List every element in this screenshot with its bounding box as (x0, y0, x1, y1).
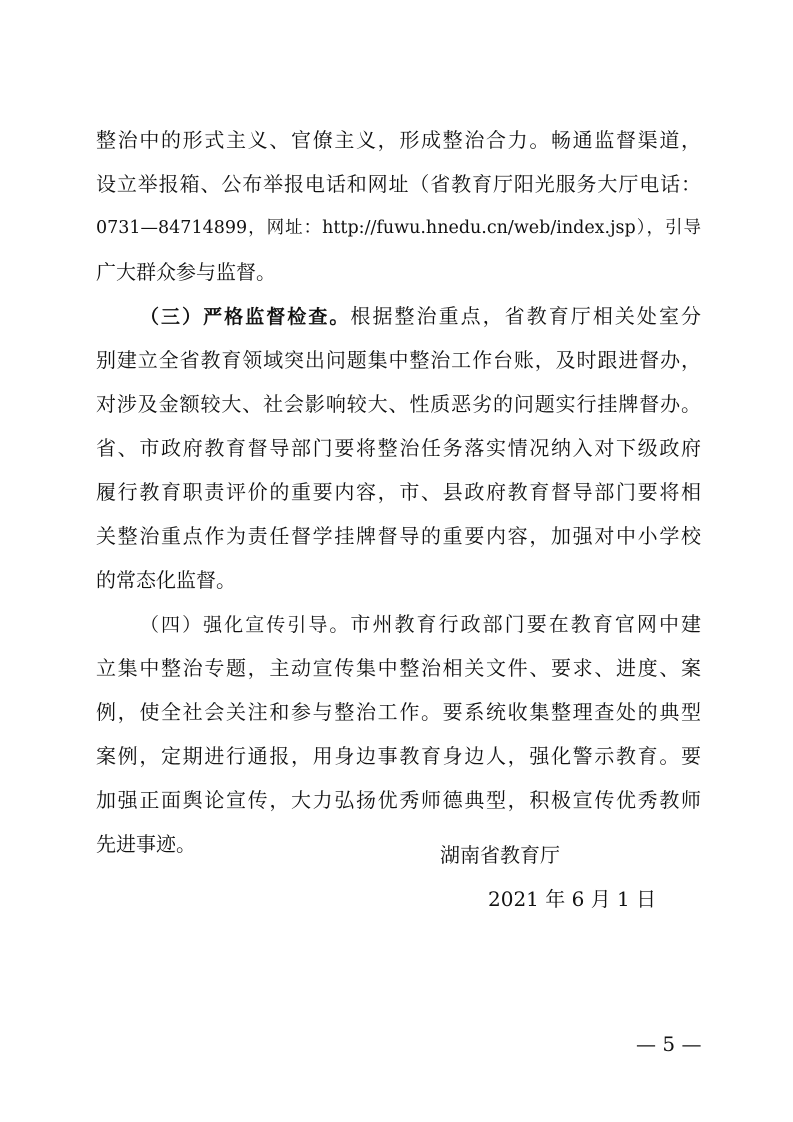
signature-organization: 湖南省教育厅 (440, 843, 560, 867)
text-line (96, 602, 701, 646)
signature-date: 2021 年 6 月 1 日 (488, 887, 657, 911)
section-heading: （三）严格监督检查。 (140, 306, 351, 328)
section-heading: （四）强化宣传引导。 (140, 614, 351, 636)
section-text: 市州教育行政部门要在教育官网中建 (350, 612, 701, 636)
text-line: 整治中的形式主义、官僚主义，形成整治合力。畅通监督渠道， (96, 128, 701, 152)
text-line: 的常态化监督。 (96, 568, 236, 592)
text-line: 广大群众参与监督。 (96, 260, 276, 284)
paragraph-supervision-channels (96, 118, 701, 294)
text-line: 设立举报箱、公布举报电话和网址（省教育厅阳光服务大厅电话： (96, 172, 701, 196)
text-line: 0731—84714899，网址：http://fuwu.hnedu.cn/web/index.jsp），引导 (96, 218, 701, 238)
text-line: 履行教育职责评价的重要内容，市、县政府教育督导部门要将相 (96, 480, 701, 504)
document-body (96, 118, 701, 866)
text-line: 省、市政府教育督导部门要将整治任务落实情况纳入对下级政府 (96, 436, 701, 460)
text-line: 加强正面舆论宣传，大力弘扬优秀师德典型，积极宣传优秀教师 (96, 788, 701, 812)
text-line: 别建立全省教育领域突出问题集中整治工作台账，及时跟进督办， (96, 348, 701, 372)
text-line: 关整治重点作为责任督学挂牌督导的重要内容，加强对中小学校 (96, 524, 701, 548)
text-line: 立集中整治专题，主动宣传集中整治相关文件、要求、进度、案 (96, 656, 701, 680)
text-line (96, 294, 701, 338)
text-line: 例，使全社会关注和参与整治工作。要系统收集整理查处的典型 (96, 700, 701, 724)
section-strict-inspection (96, 294, 701, 602)
page-number: — 5 — (636, 1032, 702, 1056)
section-publicity-guidance (96, 602, 701, 866)
section-text: 根据整治重点，省教育厅相关处室分 (350, 304, 701, 328)
text-line: 案例，定期进行通报，用身边事教育身边人，强化警示教育。要 (96, 744, 701, 768)
text-line: 对涉及金额较大、社会影响较大、性质恶劣的问题实行挂牌督办。 (96, 392, 701, 416)
text-line: 先进事迹。 (96, 832, 196, 856)
